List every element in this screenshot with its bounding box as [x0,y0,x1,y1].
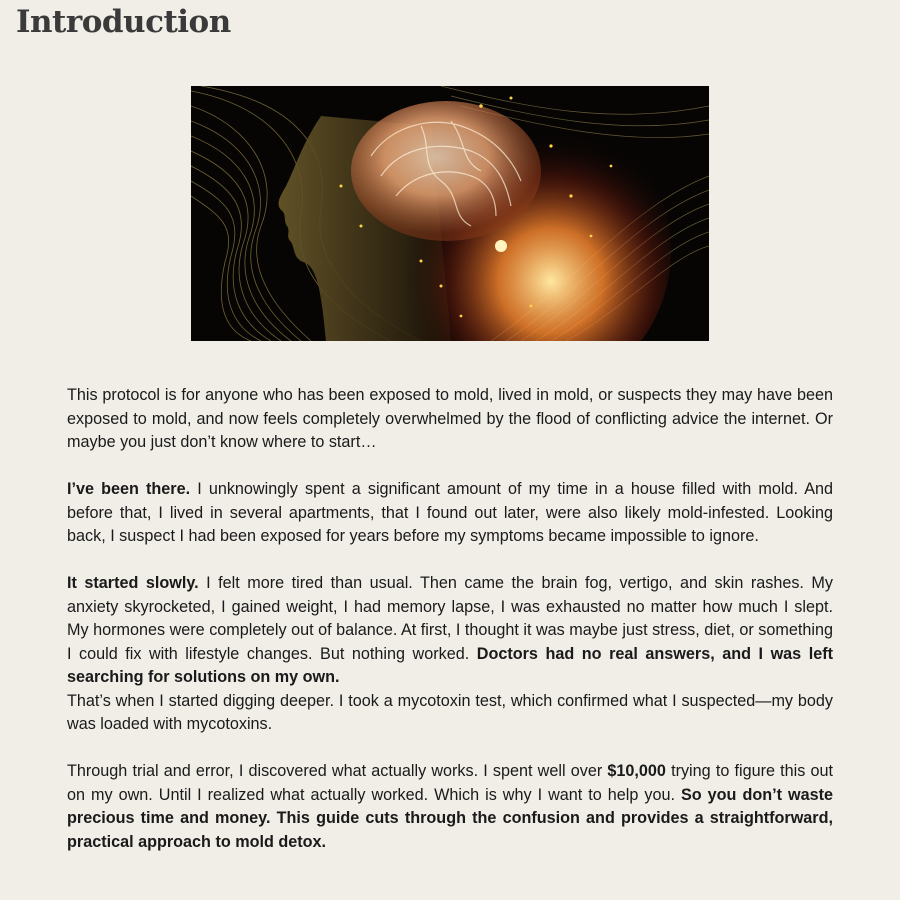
brain-illustration [191,86,709,341]
paragraph-1: This protocol is for anyone who has been exposed to mold, lived in mold, or suspects they may have been exposed to mold, and now feels completely overwhelmed by the flood of conflicting advice the internet. Or maybe you just don’t know where to start… [67,386,833,451]
paragraph-3-text: I felt more tired than usual. Then came the brain fog, vertigo, and skin rashes. My anxiety skyrocketed, I gained weight, I had memory lapse, I was exhausted no matter how much I slept. My hormones were completely out of balance. At first, I thought it was maybe just stress, diet, or something I could fix with lifestyle changes. But nothing worked. [67,574,833,663]
paragraph-5 [67,760,833,854]
brain-shape [351,101,541,241]
paragraph-4: That’s when I started digging deeper. I took a mycotoxin test, which confirmed what I suspected—my body was loaded with mycotoxins. [67,691,833,733]
paragraph-3-emphasis: Doctors had no real answers, and I was left searching for solutions on my own. [67,644,833,686]
paragraph-5-text-1: Through trial and error, I discovered what actually works. I spent well over [67,762,608,780]
article-body [67,384,833,878]
hero-image [191,86,709,341]
paragraph-3-lead: It started slowly. [67,574,199,592]
paragraph-5-emphasis: So you don’t waste precious time and money. This guide cuts through the confusion and provides a straightforward, practical approach to mold detox. [67,785,833,851]
paragraph-5-amount: $10,000 [607,762,666,780]
paragraph-5-text-2: trying to figure this out on my own. Until I realized what actually worked. Which is why I want to help you. [67,762,833,804]
paragraph-2-text: I unknowingly spent a significant amount of my time in a house filled with mold. And before that, I lived in several apartments, that I found out later, were also likely mold-infested. Looking back, I suspect I had been exposed for years before my symptoms became impossible to ignore. [67,480,833,545]
paragraph-3 [67,572,833,690]
paragraph-2 [67,478,833,549]
paragraph-2-lead: I’ve been there. [67,480,191,498]
page-title: Introduction [16,4,231,40]
